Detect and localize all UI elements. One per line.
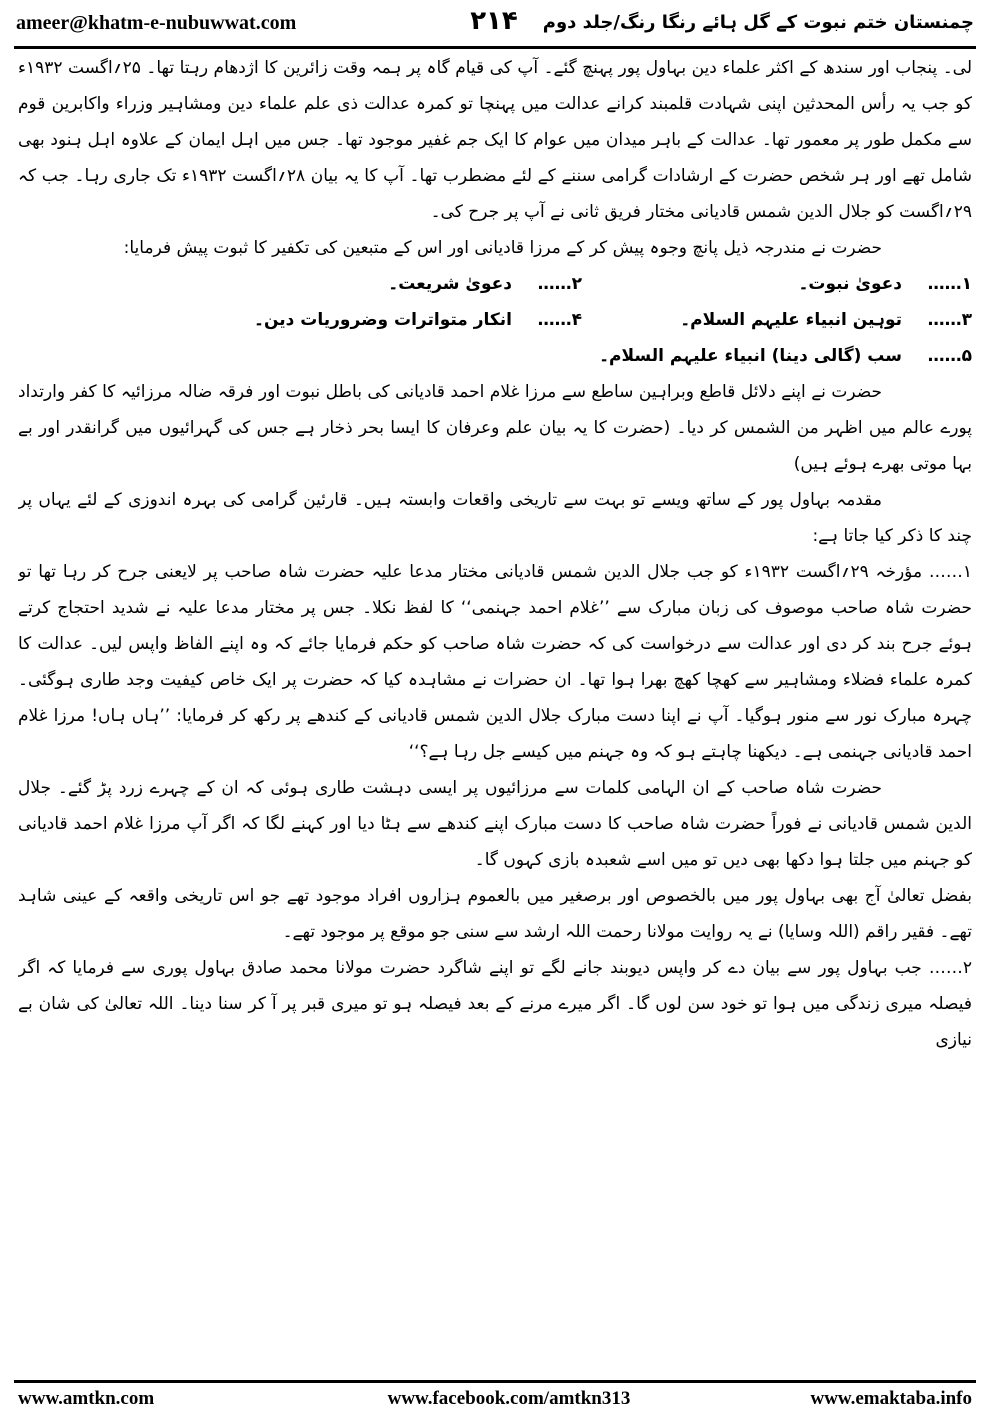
footer-link-amtkn[interactable]: www.amtkn.com [18,1388,155,1409]
list-item: دعویٰ شریعت۔ [388,274,512,294]
paragraph-7: بفضل تعالیٰ آج بھی بہاول پور میں بالخصوص اور برصغیر میں بالعموم ہزاروں افراد موجود تھے جو اس تاریخی واقعہ کے عینی شاہد تھے۔ فقیر راقم (اللہ وسایا) نے یہ روایت مولانا رحمت اللہ ارشد سے سنی جو موقع پر موجود تھے۔ [18,886,972,942]
list-item: توہین انبیاء علیہم السلام۔ [680,310,902,330]
header-email: ameer@khatm-e-nubuwwat.com [16,12,297,34]
paragraph-1: لی۔ پنجاب اور سندھ کے اکثر علماء دین بہاول پور پہنچ گئے۔ آپ کی قیام گاہ پر ہمہ وقت زائرین کا اژدھام رہتا تھا۔ ۲۵؍اگست ۱۹۳۲ء کو جب یہ رأس المحدثین اپنی شہادت قلمبند کرانے عدالت میں پہنچا تو کمرہ عدالت ذی علم علماء دین ومشاہیر وزراء واکابرین قوم سے مکمل طور پر معمور تھا۔ عدالت کے باہر میدان میں عوام کا ایک جم غفیر موجود تھا۔ جس میں اہل ایمان کے علاوہ اہل ہنود بھی شامل تھے اور ہر شخص حضرت کے ارشادات گرامی سننے کے لئے مضطرب تھا۔ آپ کا یہ بیان ۲۸؍اگست ۱۹۳۲ء تک جاری رہا۔ جب کہ ۲۹؍اگست کو جلال الدین شمس قادیانی مختار فریق ثانی نے آپ پر جرح کی۔ [18,58,972,222]
page-footer [14,1386,976,1414]
paragraph-2: حضرت نے مندرجہ ذیل پانچ وجوہ پیش کر کے مرزا قادیانی اور اس کے متبعین کی تکفیر کا ثبوت پیش فرمایا: [123,238,882,258]
footer-link-emaktaba[interactable]: www.emaktaba.info [810,1388,972,1409]
page-header [14,4,976,46]
list-number: ۲…… [537,274,582,294]
footer-rule [14,1380,976,1383]
header-rule [14,46,976,49]
list-number: ۱…… [927,274,972,294]
paragraph-4: مقدمہ بہاول پور کے ساتھ ویسے تو بہت سے تاریخی واقعات وابستہ ہیں۔ قارئین گرامی کی بہرہ اندوزی کے لئے یہاں پر چند کا ذکر کیا جاتا ہے: [18,490,972,546]
list-number: ۳…… [927,310,972,330]
book-title: چمنستان ختم نبوت کے گل ہائے رنگا رنگ/جلد دوم [542,12,974,33]
paragraph-6: حضرت شاہ صاحب کے ان الہامی کلمات سے مرزائیوں پر ایسی دہشت طاری ہوئی کہ ان کے چہرے زرد پڑ گئے۔ جلال الدین شمس قادیانی نے فوراً حضرت شاہ صاحب کا دست مبارک اپنے کندھے سے ہٹا دیا اور کہنے لگا کہ اگر آپ مرزا غلام احمد قادیانی کو جہنم میں جلتا ہوا دکھا بھی دیں تو میں اسے شعبدہ بازی کہوں گا۔ [18,778,972,870]
paragraph-8: ۲…… جب بہاول پور سے بیان دے کر واپس دیوبند جانے لگے تو اپنے شاگرد حضرت مولانا محمد صادق بہاول پوری سے فرمایا کہ اگر فیصلہ میری زندگی میں ہوا تو خود سن لوں گا۔ اگر میرے مرنے کے بعد فیصلہ ہو تو میری قبر پر آ کر سنا دینا۔ اللہ تعالیٰ کی شان بے نیازی [18,958,972,1050]
paragraph-5: ۱…… مؤرخہ ۲۹؍اگست ۱۹۳۲ء کو جب جلال الدین شمس قادیانی مختار مدعا علیہ حضرت شاہ صاحب پر لایعنی جرح کر رہا تھا تو حضرت شاہ صاحب موصوف کی زبان مبارک سے ’’غلام احمد جہنمی‘‘ کا لفظ نکلا۔ جس پر مختار مدعا علیہ نے شدید احتجاج کرتے ہوئے جرح بند کر دی اور عدالت سے درخواست کی کہ حضرت شاہ صاحب کو حکم فرمایا جائے کہ وہ اپنے الفاظ واپس لیں۔ عدالت کا کمرہ علماء فضلاء ومشاہیر سے کھچا کھچ بھرا ہوا تھا۔ ان حضرات نے مشاہدہ کیا کہ حضرت پر ایک خاص کیفیت وجد طاری ہوگئی۔ چہرہ مبارک نور سے منور ہوگیا۔ آپ نے اپنا دست مبارک جلال الدین شمس قادیانی کے کندھے پر رکھ کر فرمایا: ’’ہاں ہاں! مرزا غلام احمد قادیانی جہنمی ہے۔ دیکھنا چاہتے ہو کہ وہ جہنم میں کیسے جل رہا ہے؟‘‘ [18,562,972,762]
paragraph-3: حضرت نے اپنے دلائل قاطع وبراہین ساطع سے مرزا غلام احمد قادیانی کی باطل نبوت اور فرقہ ضالہ مرزائیہ کا کفر وارتداد پورے عالم میں اظہر من الشمس کر دیا۔ (حضرت کا یہ بیان علم وعرفان کا ایسا بحر ذخار ہے جس کی گہرائیوں میں گرانقدر اور بے بہا موتی بھرے ہوئے ہیں) [18,382,972,474]
list-item: انکار متواترات وضروریات دین۔ [254,310,512,330]
list-number: ۴…… [537,310,582,330]
page-body [18,50,972,1376]
list-number: ۵…… [927,346,972,366]
list-row [18,266,972,302]
list-row [18,302,972,338]
footer-link-facebook[interactable]: www.facebook.com/amtkn313 [387,1388,631,1409]
page-number: ۲۱۴ [470,6,518,36]
list-item: سب (گالی دینا) انبیاء علیہم السلام۔ [599,346,902,366]
list-row [18,338,972,374]
list-item: دعویٰ نبوت۔ [798,274,902,294]
